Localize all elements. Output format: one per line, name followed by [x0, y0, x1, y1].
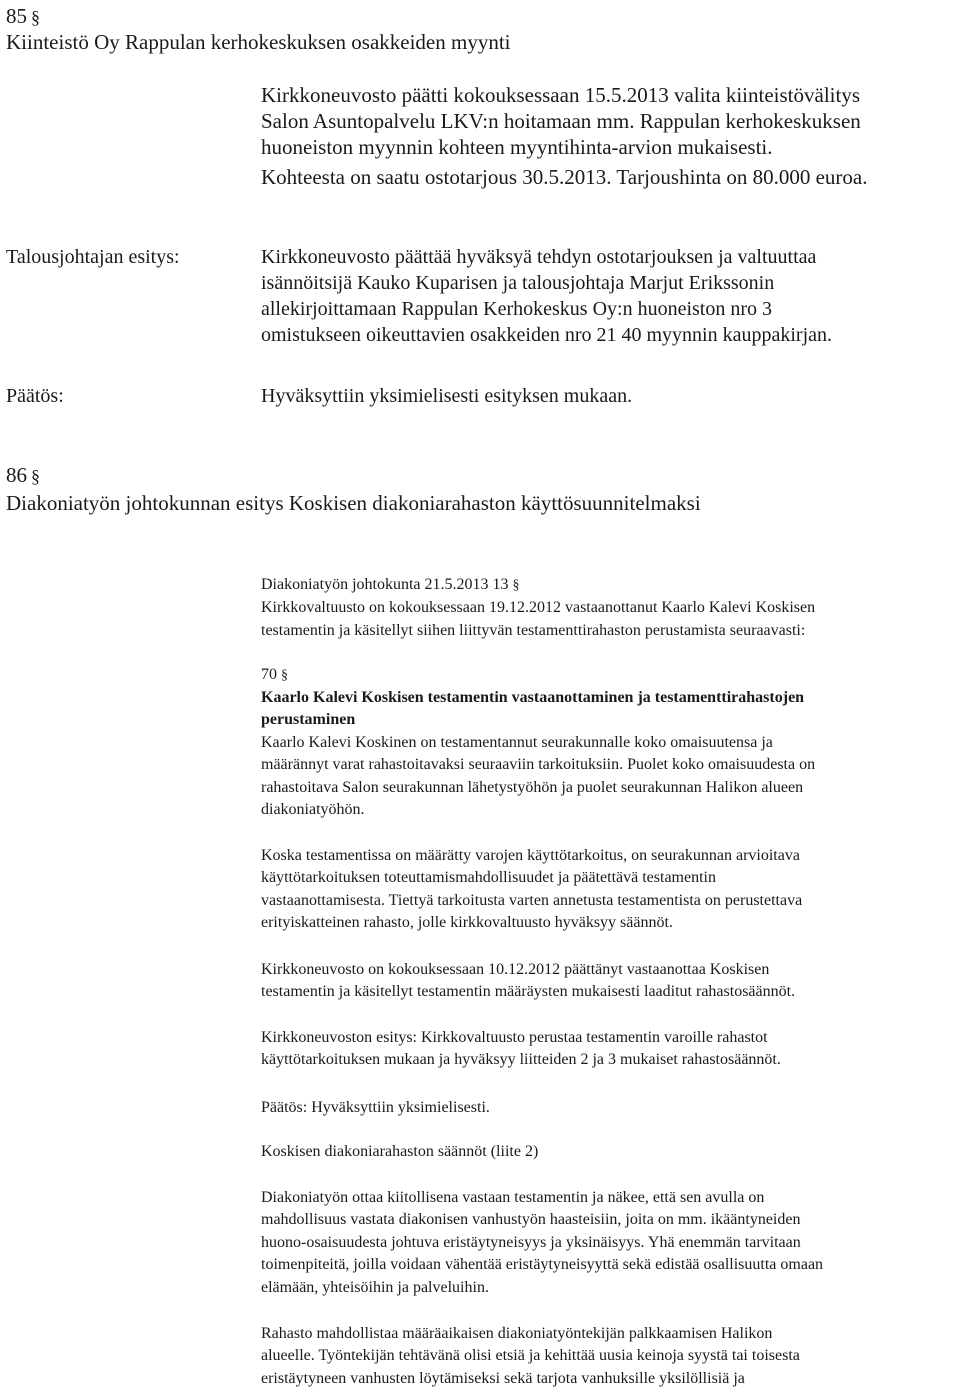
section-85-number: 85	[6, 4, 27, 28]
sub-title-line: Kaarlo Kalevi Koskisen testamentin vastaanottaminen ja testamenttirahastojen	[261, 689, 805, 706]
decision-text: Hyväksyttiin yksimielisesti esityksen mukaan.	[261, 385, 633, 407]
section-mark-icon: §	[31, 7, 40, 27]
section-86-title: Diakoniatyön johtokunnan esitys Koskisen diakoniarahaston käyttösuunnitelmaksi	[6, 491, 701, 515]
text-line: määrännyt varat rahastoitavaksi seuraaviin tarkoituksiin. Puolet koko omaisuudesta on	[261, 756, 816, 774]
section-85-title: Kiinteistö Oy Rappulan kerhokeskuksen osakkeiden myynti	[6, 30, 511, 54]
text-line: testamentin ja käsitellyt testamentin määräysten mukaisesti laaditut rahastosäännöt.	[261, 983, 796, 1001]
text-line: allekirjoittamaan Rappulan Kerhokeskus Oy:n huoneiston nro 3	[261, 298, 773, 320]
section-mark-icon: §	[31, 466, 40, 486]
section-mark-icon: §	[281, 668, 288, 683]
sub-section-heading	[261, 664, 288, 687]
text-line: Kirkkoneuvoston esitys: Kirkkovaltuusto perustaa testamentin varoille rahastot	[261, 1029, 768, 1046]
text-line: testamentin ja käsitellyt siihen liittyvän testamenttirahaston perustamista seuraavasti:	[261, 621, 806, 639]
text-line: Kirkkovaltuusto on kokouksessaan 19.12.2012 vastaanottanut Kaarlo Kalevi Koskisen	[261, 599, 816, 617]
paragraph-4	[261, 1027, 781, 1072]
text-line: eristäytyneen vanhusten löytämiseksi sekä tarjota vanhuksille yksilöllisiä ja	[261, 1369, 745, 1387]
text-line: rahastoitava Salon seurakunnan lähetystyöhön ja puolet seurakunnan Halikon alueen	[261, 778, 804, 796]
paragraph-7	[261, 1323, 800, 1390]
offer-line: Kohteesta on saatu ostotarjous 30.5.2013. Tarjoushinta on 80.000 euroa.	[261, 165, 868, 189]
proposal-label: Talousjohtajan esitys:	[6, 246, 180, 268]
paragraph-5: Päätös: Hyväksyttiin yksimielisesti.	[261, 1099, 490, 1116]
section-mark-icon: §	[512, 578, 520, 593]
text-line: Kirkkoneuvosto on kokouksessaan 10.12.2012 päättänyt vastaanottaa Koskisen	[261, 961, 770, 978]
text-line: käyttötarkoituksen mukaan ja hyväksyy liitteiden 2 ja 3 mukaiset rahastosäännöt.	[261, 1051, 781, 1069]
text-line: toimenpiteitä, joilla voidaan vähentää eristäytyneisyyttä sekä edistää osallisuutta omaan	[261, 1256, 824, 1274]
text-line: huoneiston myynnin kohteen myyntihinta-arvion mukaisesti.	[261, 135, 773, 159]
rules-heading: Koskisen diakoniarahaston säännöt (liite 2)	[261, 1143, 539, 1160]
sub-section-body	[261, 687, 815, 821]
text-line: Koska testamentissa on määrätty varojen käyttötarkoitus, on seurakunnan arvioitava	[261, 847, 800, 864]
text-line: mahdollisuus vastata diakonisen vanhustyön haasteisiin, joita on mm. ikääntyneiden	[261, 1211, 801, 1229]
sub-section-number: 70	[261, 666, 277, 683]
sub-title-line: perustaminen	[261, 711, 356, 729]
text-line: Salon Asuntopalvelu LKV:n hoitamaan mm. Rappulan kerhokeskuksen	[261, 109, 861, 133]
text-line: diakoniatyöhön.	[261, 801, 365, 819]
decision-label: Päätös:	[6, 385, 64, 407]
text-line: Rahasto mahdollistaa määräaikaisen diakoniatyöntekijän palkkaamisen Halikon	[261, 1325, 773, 1342]
text-line: käyttötarkoituksen toteuttamismahdollisuudet ja päätettävä testamentin	[261, 869, 716, 887]
text-line: isännöitsijä Kauko Kuparisen ja talousjohtaja Marjut Erikssonin	[261, 272, 775, 294]
section-86-number: 86	[6, 463, 27, 487]
paragraph-3	[261, 959, 795, 1004]
text-line: huono-osaisuudesta johtuva eristäytyneisyys ja yksinäisyys. Yhä enemmän tarvitaan	[261, 1233, 801, 1251]
text-line: Kirkkoneuvosto päätti kokouksessaan 15.5.2013 valita kiinteistövälitys	[261, 83, 861, 107]
proposal-text	[261, 244, 832, 348]
section-85-heading	[6, 3, 40, 30]
text-line: alueelle. Työntekijän tehtävänä olisi etsiä ja kehittää uusia keinoja syystä tai toisesta	[261, 1347, 800, 1365]
section-86-heading	[6, 462, 40, 489]
reference-block	[261, 574, 815, 642]
text-line: Diakoniatyön johtokunta 21.5.2013 13 §	[261, 574, 815, 597]
paragraph-2	[261, 845, 802, 935]
section-85-intro	[261, 82, 861, 160]
paragraph-6	[261, 1187, 823, 1299]
text-line: Kirkkoneuvosto päättää hyväksyä tehdyn ostotarjouksen ja valtuuttaa	[261, 246, 817, 268]
text-line: Kaarlo Kalevi Koskinen on testamentannut seurakunnalle koko omaisuutensa ja	[261, 733, 773, 751]
text-line: omistukseen oikeuttavien osakkeiden nro 21 40 myynnin kauppakirjan.	[261, 324, 832, 346]
text-line: elämään, yhteisöihin ja palveluihin.	[261, 1278, 489, 1296]
text-line: vastaanottamisesta. Tiettyä tarkoitusta varten annetusta testamentista on perustettava	[261, 891, 803, 909]
text-line: Diakoniatyön ottaa kiitollisena vastaan testamentin ja näkee, että sen avulla on	[261, 1189, 765, 1206]
text-line: erityiskatteinen rahasto, jolle kirkkovaltuusto hyväksyy säännöt.	[261, 914, 673, 932]
